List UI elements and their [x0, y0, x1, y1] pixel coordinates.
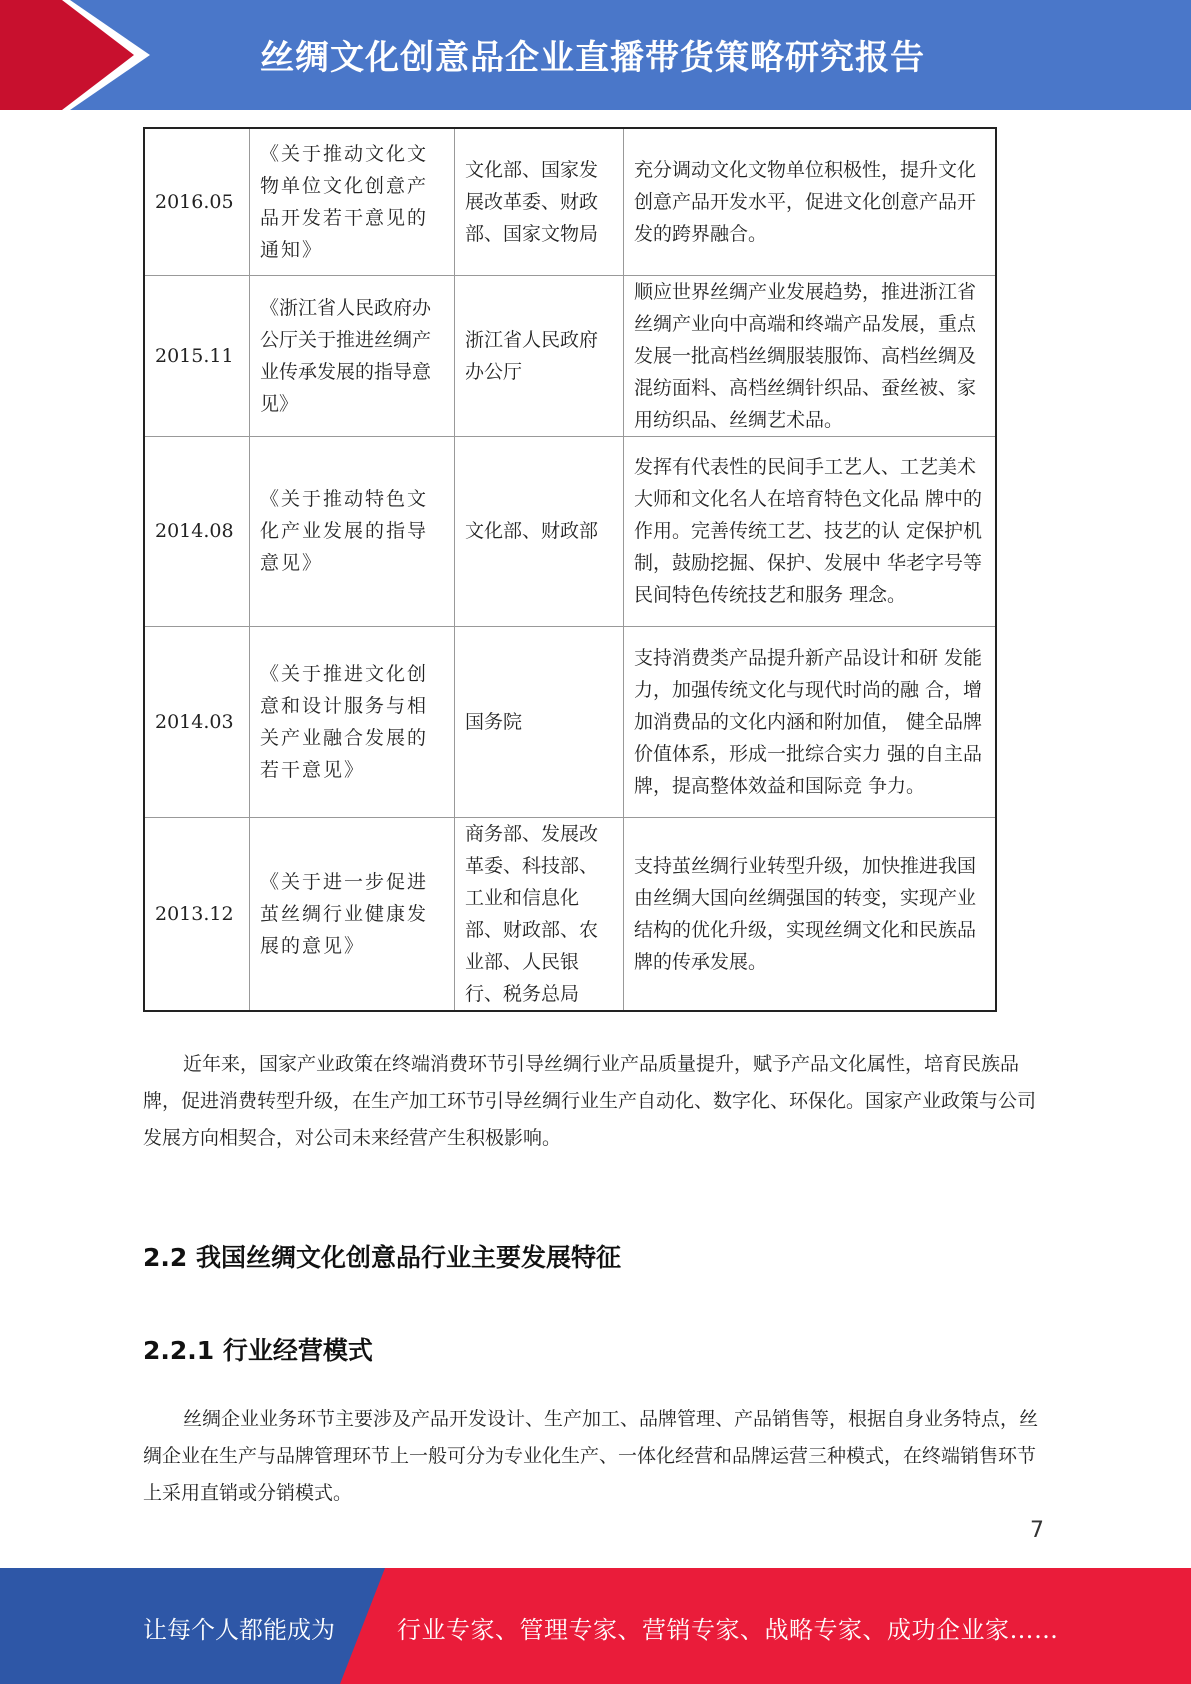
page-footer — [0, 1568, 1191, 1684]
department-cell: 文化部、财政部 — [455, 436, 624, 626]
description-cell: 支持消费类产品提升新产品设计和研 发能力，加强传统文化与现代时尚的融 合，增加消费品的文化内涵和附加值， 健全品牌价值体系，形成一批综合实力 强的自主品牌，提高整体效益和国际竞 争力。 — [624, 626, 997, 817]
section-heading: 2.2 我国丝绸文化创意品行业主要发展特征 — [143, 1243, 621, 1272]
table-row — [144, 817, 996, 1011]
department-cell: 国务院 — [455, 626, 624, 817]
date-cell: 2016.05 — [144, 128, 250, 275]
body-paragraph: 近年来，国家产业政策在终端消费环节引导丝绸行业产品质量提升，赋予产品文化属性，培育民族品牌，促进消费转型升级，在生产加工环节引导丝绸行业生产自动化、数字化、环保化。国家产业政策与公司发展方向相契合，对公司未来经营产生积极影响。 — [143, 1053, 1037, 1149]
department-cell: 文化部、国家发 展改革委、财政 部、国家文物局 — [455, 128, 624, 275]
date-cell: 2015.11 — [144, 275, 250, 436]
description-cell: 支持茧丝绸行业转型升级，加快推进我国由丝绸大国向丝绸强国的转变，实现产业结构的优化升级，实现丝绸文化和民族品牌的传承发展。 — [624, 817, 997, 1011]
description-cell: 发挥有代表性的民间手工艺人、工艺美术大师和文化名人在培育特色文化品 牌中的作用。完善传统工艺、技艺的认 定保护机制，鼓励挖掘、保护、发展中 华老字号等民间特色传统技艺和服务 理念。 — [624, 436, 997, 626]
date-cell: 2014.08 — [144, 436, 250, 626]
date-cell: 2013.12 — [144, 817, 250, 1011]
policy-title-cell: 《关于推动特色文 化产业发展的指导 意见》 — [250, 436, 455, 626]
table-row — [144, 128, 996, 275]
policy-title-cell: 《关于进一步促进 茧丝绸行业健康发 展的意见》 — [250, 817, 455, 1011]
footer-slogan-left: 让每个人都能成为 — [143, 1616, 335, 1644]
page-header — [0, 0, 1191, 110]
policy-title-cell: 《浙江省人民政府办公厅关于推进丝绸产业传承发展的指导意见》 — [250, 275, 455, 436]
date-cell: 2014.03 — [144, 626, 250, 817]
header-arrow-decoration — [0, 0, 150, 110]
policy-title-cell: 《关于推进文化创 意和设计服务与相 关产业融合发展的 若干意见》 — [250, 626, 455, 817]
subsection-heading: 2.2.1 行业经营模式 — [143, 1336, 373, 1365]
page-number: 7 — [1030, 1518, 1044, 1543]
body-paragraph: 丝绸企业业务环节主要涉及产品开发设计、生产加工、品牌管理、产品销售等，根据自身业务特点，丝绸企业在生产与品牌管理环节上一般可分为专业化生产、一体化经营和品牌运营三种模式，在终端销售环节上采用直销或分销模式。 — [143, 1408, 1039, 1504]
table-row — [144, 275, 996, 436]
description-cell: 充分调动文化文物单位积极性，提升文化创意产品开发水平，促进文化创意产品开发的跨界融合。 — [624, 128, 997, 275]
department-cell: 商务部、发展改革委、科技部、工业和信息化部、财政部、农业部、人民银行、税务总局 — [455, 817, 624, 1011]
table-row — [144, 436, 996, 626]
policy-title-cell: 《关于推动文化文 物单位文化创意产 品开发若干意见的 通知》 — [250, 128, 455, 275]
footer-slogan-right: 行业专家、管理专家、营销专家、战略专家、成功企业家…… — [397, 1616, 1059, 1644]
policy-table — [143, 127, 997, 1012]
table-row — [144, 626, 996, 817]
document-title: 丝绸文化创意品企业直播带货策略研究报告 — [260, 38, 925, 78]
description-cell: 顺应世界丝绸产业发展趋势，推进浙江省丝绸产业向中高端和终端产品发展，重点发展一批高档丝绸服装服饰、高档丝绸及混纺面料、高档丝绸针织品、蚕丝被、家用纺织品、丝绸艺术品。 — [624, 275, 997, 436]
department-cell: 浙江省人民政府办公厅 — [455, 275, 624, 436]
